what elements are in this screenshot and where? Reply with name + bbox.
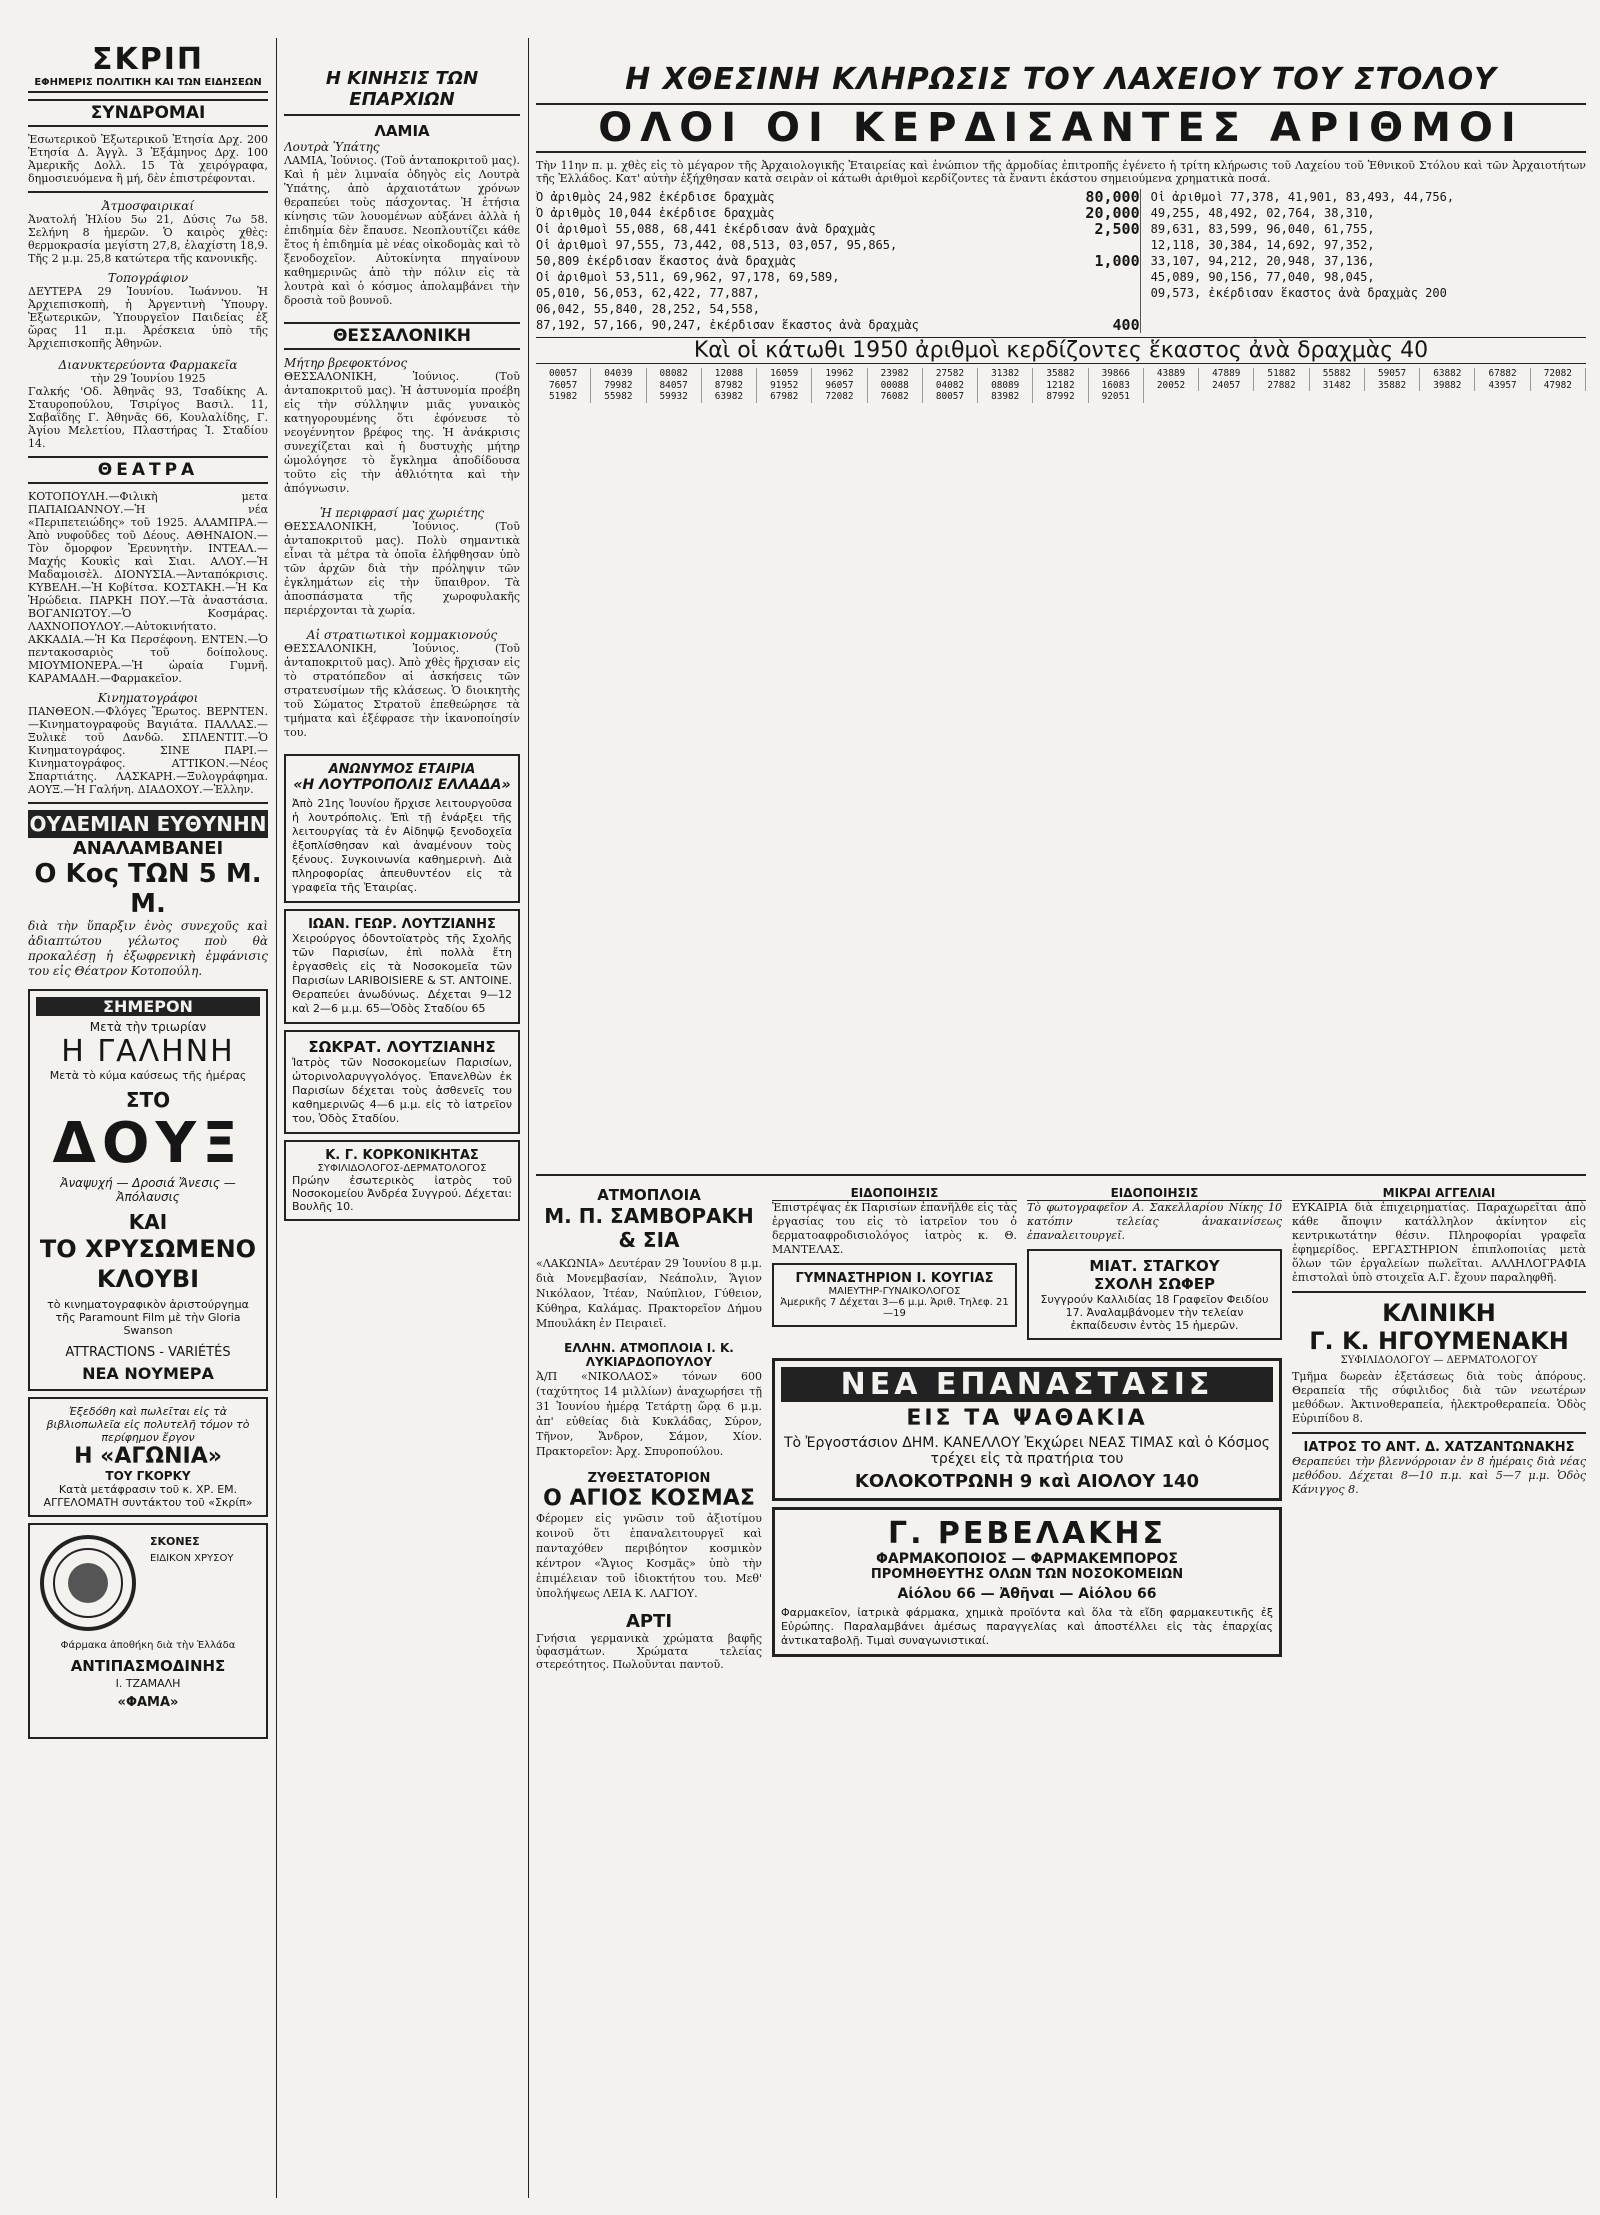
prize-row (536, 253, 1140, 269)
beer-name: Ο ΑΓΙΟΣ ΚΟΣΜΑΣ (543, 1486, 755, 1511)
winning-number: 00057 (536, 368, 591, 380)
gym-name: ΓΥΜΝΑΣΤΗΡΙΟΝ Ι. ΚΟΥΓΙΑΣ (795, 1271, 994, 1286)
winning-number: 04082 (923, 380, 978, 392)
provinces-column (284, 38, 520, 2198)
book-title: Η «ΑΓΩΝΙΑ» (74, 1444, 222, 1469)
prize-row-right: 49,255, 48,492, 02,764, 38,310, (1150, 206, 1375, 220)
gym-advert (772, 1263, 1017, 1327)
winning-number: 63982 (702, 391, 757, 403)
prize-label: 87,192, 57,166, 90,247, ἐκέρδισαν ἕκαστος ἀνὰ δραχμὰς (536, 318, 919, 332)
prize-row-right: 12,118, 30,384, 14,692, 97,352, (1150, 238, 1375, 252)
prize-label: Οἱ ἀριθμοὶ 55,088, 68,441 ἐκέρδισαν ἀνὰ δραχμὰς (536, 222, 876, 236)
show-with: Μετὰ τὴν τριωρίαν (89, 1020, 207, 1034)
pill-fama: «ΦΑΜΑ» (117, 1695, 179, 1710)
prize-label: 05,010, 56,053, 62,422, 77,887, (536, 286, 760, 300)
weather-heading: Ἀτμοσφαιρικαί (101, 199, 195, 213)
notice1-text: Ἐπιστρέψας ἐκ Παρισίων ἐπανῆλθε εἰς τὰς ἐργασίας του εἰς τὸ ἰατρεῖον του ὁ δερματοαφροδισιολόγος ἰατρὸς κ. Θ. ΜΑΝΤΕΛΑΣ. (772, 1201, 1017, 1256)
pharmacy-text: Γαλκής 'Οδ. Ἀθηνᾶς 93, Τσαδίκης Α. Σταυροπούλου, Τσιρίγος Βασιλ. 11, Σαβαΐδης Γ. Ἀθηνᾶς 66, Κουλαλίδης, Γ. Ἀγίου Μελετίου, Πλαστήρας Ἱ. Σταδίου 14. (28, 385, 268, 450)
show-attractions: ATTRACTIONS - VARIÉTÉS (65, 1345, 231, 1360)
lottery-title: Η ΧΘΕΣΙΝΗ ΚΛΗΡΩΣΙΣ ΤΟΥ ΛΑΧΕΙΟΥ ΤΟΥ ΣΤΟΛΟΥ (625, 62, 1497, 97)
prize-row (536, 285, 1140, 301)
clinic-text: Τμῆμα δωρεὰν ἐξετάσεως διὰ τοὺς ἀπόρους. Θεραπεία τῆς σύφιλιδος διὰ τῶν νεωτέρων μεθόδων. Ἀκτινοθεραπεία, ἠλεκτροθεραπεία. Ὁδὸς Εὐριπίδου 8. (1292, 1370, 1586, 1425)
winning-number: 76057 (536, 380, 591, 392)
show-at: ΣΤΟ (125, 1088, 171, 1112)
army-subheading: Αἱ στρατιωτικοὶ κομμακιονούς (306, 628, 498, 642)
provinces-heading: Η ΚΙΝΗΣΙΣ ΤΩΝ ΕΠΑΡΧΙΩΝ (284, 68, 520, 116)
pharmacy-advert (772, 1507, 1282, 1657)
winning-number: 55882 (1310, 368, 1365, 380)
middle-adverts (772, 1186, 1282, 2196)
winning-number: 12182 (1033, 380, 1088, 392)
ship-line2: ΕΛΛΗΝ. ΑΤΜΟΠΛΟΙΑ Ι. Κ. ΛΥΚΙΑΡΔΟΠΟΥΛΟΥ (564, 1341, 734, 1369)
prize-row (536, 221, 1140, 237)
prize-row (536, 301, 1140, 317)
winning-number: 43957 (1475, 380, 1530, 392)
doctor3-advert (284, 1140, 520, 1221)
winning-number: 80057 (923, 391, 978, 403)
column-rule (276, 38, 277, 2198)
company-heading: ΑΝΩΝΥΜΟΣ ΕΤΑΙΡΙΑ (328, 762, 476, 777)
winning-number: 19962 (812, 368, 867, 380)
ship-heading: ΑΤΜΟΠΛΟΙΑ (597, 1186, 701, 1204)
prize-block (536, 189, 1586, 333)
winning-number: 35882 (1365, 380, 1420, 392)
beer-text: Φέρομεν εἰς γνῶσιν τοῦ ἀξιοτίμου κοινοῦ ὅτι ἐπαναλειτουργεῖ καὶ πανταχόθεν περιβόητον κοσμικὸν κέντρον «Ἅγιος Κοσμᾶς» ὑπὸ τὴν ἐπιμέλειαν τοῦ ἰδιοκτήτου του. Μεθ' ὑπολήψεως ΛΕΙΑ Κ. ΛΑΓΙΟΥ. (536, 1512, 762, 1600)
pharmacy-address: Αἰόλου 66 — Ἀθῆναι — Αἰόλου 66 (897, 1586, 1157, 1602)
school-text: Συγγρούν Καλλιδίας 18 Γραφεῖον Φειδίου 17. Ἀναλαμβάνομεν τὴν τελείαν ἐκπαίδευσιν ἐντὸς 15 ἡμερῶν. (1040, 1293, 1269, 1332)
prize-row (536, 269, 1140, 285)
winning-number: 08089 (978, 380, 1033, 392)
school-name: ΜΙΑΤ. ΣΤΑΓΚΟΥ (1089, 1257, 1220, 1275)
show-today: ΣΗΜΕΡΟΝ (36, 997, 260, 1016)
prize-amount: 1,000 (1094, 252, 1140, 270)
column-rule (528, 38, 529, 2198)
kanellos-advert (772, 1358, 1282, 1501)
subscriptions-text: Ἐσωτερικοῦ Ἐξωτερικοῦ Ἐτησία Δρχ. 200 Ἐτησία Δ. Ἀγγλ. 3 Ἑξάμηνος Δρχ. 100 Ἀμερικῆς Δολλ. 15 Τὰ χειρόγραφα, δημοσιευόμενα ἢ μή, δὲν ἐπιστρέφονται. (28, 133, 268, 185)
gym-text: Ἀμερικῆς 7 Δέχεται 3—6 μ.μ. Ἀριθ. Τηλεφ. 21—19 (780, 1297, 1009, 1319)
war-text: ΘΕΣΣΑΛΟΝΙΚΗ, Ἰούνιος. (Τοῦ ἀνταποκριτοῦ μας). Πολὺ σημαντικὰ εἶναι τὰ μέτρα τὰ ὁποῖα ἐλήφθησαν ὑπὸ τῶν ἀρχῶν διὰ τὴν πρόληψιν τῶν ἐγκλημάτων εἰς τὴν ὕπαιθρον. Τὰ ἀποσπάσματα τῆς χωροφυλακῆς περιέρχονται τὰ χωρία. (284, 520, 520, 617)
gym-title: ΜΑΙΕΥΤΗΡ-ΓΥΝΑΙΚΟΛΟΓΟΣ (828, 1286, 961, 1297)
prize-list (536, 189, 1140, 333)
notice-heading: ΟΥΔΕΜΙΑΝ ΕΥΘΥΝΗΝ (29, 812, 267, 836)
winning-number: 83982 (978, 391, 1033, 403)
winning-number: 76082 (868, 391, 923, 403)
lottery-subheading: Καὶ οἱ κάτωθι 1950 ἀριθμοὶ κερδίζοντες ἕκαστος ἀνὰ δραχμὰς 40 (536, 337, 1586, 364)
book-text: Ἐξεδόθη καὶ πωλεῖται εἰς τὰ βιβλιοπωλεῖα εἰς πολυτελῆ τόμον τὸ περίφημον ἔργον (46, 1405, 250, 1444)
pill-brand: ΣΚΟΝΕΣ (150, 1535, 200, 1548)
theatre-text: ΚΟΤΟΠΟΥΛΗ.—Φιλικὴ μετα ΠΑΠΑΙΩΑΝΝΟΥ.—Ἡ νέα «Περιπετειώδης» τοῦ 1925. ΑΛΑΜΠΡΑ.—Ἀπὸ νυφοῦδες τοῦ Δέους. ΑΘΗΝΑΙΟΝ.—Τὸν ὄμορφον Ἐρευνητὴν. ΙΝΤΕΑΛ.—Μαχής Κουκὶς καὶ Σιαι. ΑΛΟΥ.—Ἡ Μαδαμοισὲλ. ΔΙΟΝΥΣΙΑ.—Ἀνταπόκρισις. ΚΥΒΕΛΗ.—Ἡ Κοβίτσα. ΚΟΣΤΑΚΗ.—Ἡ Κα Ἡρώδεια. ΠΑΡΚΗ ΠΟΥ.—Τὰ ἀναστάσια. ΒΟΓΑΝΙΩΤΟΥ.—Ὁ Κοσμάρας. ΛΑΧΝΟΠΟΥΛΟΥ.—Αὐτοκινήτατο. ΑΚΚΑΔΙΑ.—Ἡ Κα Περσέφονη. ΕΝΤΕΝ.—Ὁ πεντακοσαριὸς τοῦ δοίπολους. ΜΙΟΥΜΙΟΝΕΡΑ.—Ἡ ὡραία Γυμνῆ. ΚΑΡΑΜΑΔΗ.—Φαρμακεῖον. (28, 490, 268, 685)
doctor-name: ΙΑΤΡΟΣ ΤΟ ΑΝΤ. Δ. ΧΑΤΖΑΝΤΩΝΑΚΗΣ (1303, 1440, 1575, 1455)
winning-number: 87992 (1033, 391, 1088, 403)
winning-number: 47982 (1531, 380, 1586, 392)
show-after: Μετὰ τὸ κύμα καύσεως τῆς ἡμέρας (49, 1069, 247, 1082)
winning-number: 79982 (591, 380, 646, 392)
section-rule (536, 1174, 1586, 1176)
show-venue: ΔΟΥΞ (52, 1111, 244, 1176)
winning-number: 20052 (1144, 380, 1199, 392)
prize-row (536, 189, 1140, 205)
notice1-heading: ΕΙΔΟΠΟΙΗΣΙΣ (772, 1186, 1017, 1201)
winning-number: 91952 (757, 380, 812, 392)
book-advert (28, 1397, 268, 1517)
services-heading: Τοπογράφιον (107, 271, 189, 285)
clinic-heading: ΚΛΙΝΙΚΗ (1382, 1299, 1496, 1327)
prize-row (536, 237, 1140, 253)
winning-number: 23982 (868, 368, 923, 380)
prize-label: Ὁ ἀριθμὸς 24,982 ἐκέρδισε δραχμὰς (536, 190, 775, 204)
army-text: ΘΕΣΣΑΛΟΝΙΚΗ, Ἰούνιος. (Τοῦ ἀνταποκριτοῦ μας). Ἀπὸ χθὲς ἤρχισαν εἰς τὸ στρατόπεδον αἱ ἀσκήσεις τῶν στρατευσίμων τῆς κλάσεως. Ὁ διοικητὴς τοῦ Σώματος Στρατοῦ ἐπεθεώρησε τὰ τμήματα καὶ ἐξέφρασε τὴν ἱκανοποίησίν του. (284, 642, 520, 739)
prize-label: 50,809 ἐκέρδισαν ἕκαστος ἀνὰ δραχμὰς (536, 254, 797, 268)
prize-row-right: 45,089, 90,156, 77,040, 98,045, (1150, 270, 1375, 284)
right-adverts (1292, 1186, 1586, 2196)
war-subheading: Ἡ περιφρασί μας χωριέτης (319, 506, 485, 520)
small-ads-text: ΕΥΚΑΙΡΙΑ διὰ ἐπιχειρηματίας. Παραχωρεῖται ἀπὸ κάθε ἄποψιν κατάλληλον ἀκίνητον εἰς κεντρικωτάτην θέσιν. Πληροφορίαι γραφεῖα ἐφημερίδος. ΕΡΓΑΣΤΗΡΙΟΝ ἐπιπλοποιίας μετὰ ὅλων τῶν ἐργαλείων πωλεῖται. ΑΛΛΗΛΟΓΡΑΦΙΑ ἐπιστολαὶ ὑπὸ στοιχεῖα Α.Γ. ἔχουν παραληφθῆ. (1292, 1201, 1586, 1284)
winning-number: 67882 (1475, 368, 1530, 380)
ship-company: Μ. Π. ΣΑΜΒΟΡΑΚΗ & ΣΙΑ (544, 1204, 754, 1252)
winning-number: 16083 (1089, 380, 1144, 392)
kanellos-subheading: ΕΙΣ ΤΑ ΨΑΘΑΚΙΑ (906, 1406, 1148, 1431)
winning-number: 92051 (1089, 391, 1144, 403)
prize-list-right (1140, 189, 1586, 333)
winning-number: 24057 (1199, 380, 1254, 392)
company-name: «Η ΛΟΥΤΡΟΠΟΛΙΣ ΕΛΛΑΔΑ» (293, 777, 511, 793)
school-title: ΣΧΟΛΗ ΣΩΦΕΡ (1094, 1275, 1215, 1293)
winning-number: 67982 (757, 391, 812, 403)
newspaper-page (28, 38, 1588, 2198)
show-numbers: ΝΕΑ ΝΟΥΜΕΡΑ (82, 1364, 214, 1383)
notice-subheading: ΑΝΑΛΑΜΒΑΝΕΙ (72, 838, 224, 859)
winning-number: 43889 (1144, 368, 1199, 380)
prize-row (536, 205, 1140, 221)
prize-label: Οἱ ἀριθμοὶ 97,555, 73,442, 08,513, 03,057, 95,865, (536, 238, 898, 252)
show-film-description: τὸ κινηματογραφικὸν ἀριστούργημα τῆς Paramount Film μὲ τὴν Gloria Swanson (47, 1298, 249, 1337)
notice2-heading: ΕΙΔΟΠΟΙΗΣΙΣ (1027, 1186, 1282, 1201)
divider (28, 802, 268, 804)
beer-heading: ΖΥΘΕΣΤΑΤΟΡΙΟΝ (587, 1471, 711, 1486)
notice2-text: Τὸ φωτογραφεῖον Α. Σακελλαρίου Νίκης 10 κατόπιν τελείας ἀνακαινίσεως ἐπαναλειτουργεῖ. (1027, 1201, 1282, 1242)
lottery-banner: ΟΛΟΙ ΟΙ ΚΕΡΔΙΣΑΝΤΕΣ ΑΡΙΘΜΟΙ (536, 103, 1586, 153)
notice-name: Ο Κος ΤΩΝ 5 Μ. Μ. (34, 859, 262, 919)
winning-number: 59057 (1365, 368, 1420, 380)
doctor3-text: Πρώην ἐσωτερικὸς ἰατρὸς τοῦ Νοσοκομείου Ἀνδρέα Συγγρού. Δέχεται: Βουλῆς 10. (292, 1174, 512, 1213)
pharmacy-date: τὴν 29 Ἰουνίου 1925 (90, 372, 206, 385)
company-advert (284, 754, 520, 903)
thessaloniki-subheading: Μήτηρ βρεφοκτόνος (284, 356, 408, 370)
school-advert (1027, 1249, 1282, 1340)
pill-person: Ι. ΤΖΑΜΑΛΗ (115, 1677, 181, 1690)
pill-advert (28, 1523, 268, 1739)
winning-numbers-grid (536, 368, 1586, 403)
lottery-intro: Τὴν 11ην π. μ. χθὲς εἰς τὸ μέγαρον τῆς Ἀρχαιολογικῆς Ἑταιρείας καὶ ἐνώπιον τῆς ἁρμοδίας ἐπιτροπῆς ἐγένετο ἡ τρίτη κλήρωσις τοῦ Λαχείου τοῦ Ἐθνικοῦ Στόλου καὶ τῶν Ἀρχαιοτήτων τῆς Ἑλλάδος. Κατ' αὐτὴν ἐξήχθησαν κατὰ σειρὰν οἱ κάτωθι ἀριθμοὶ κερδίζοντες τὰ ἔναντι ἑκάστου σημειούμενα χρηματικὰ ποσά. (536, 159, 1586, 185)
prize-label: Ὁ ἀριθμὸς 10,044 ἐκέρδισε δραχμὰς (536, 206, 775, 220)
weather-text: Ἀνατολή Ἡλίου 5ω 21, Δύσις 7ω 58. Σελήνη 8 ἡμερῶν. Ὁ καιρὸς χθὲς: θερμοκρασία μεγίστη 27,8, ἐλαχίστη 18,9. Τῆς 2 μ.μ. 25,8 κατώτερα τῆς κανονικῆς. (28, 213, 268, 265)
show-and: ΚΑΙ (128, 1210, 168, 1234)
kanellos-text: Τὸ Ἐργοστάσιον ΔΗΜ. ΚΑΝΕΛΛΟΥ Ἐκχώρει ΝΕΑΣ ΤΙΜΑΣ καὶ ὁ Κόσμος τρέχει εἰς τὰ πρατήρια του (783, 1435, 1271, 1467)
prize-row-right: Οἱ ἀριθμοὶ 77,378, 41,901, 83,493, 44,756, (1150, 190, 1455, 204)
clinic-name: Γ. Κ. ΗΓΟΥΜΕΝΑΚΗ (1309, 1327, 1569, 1355)
winning-number: 00088 (868, 380, 923, 392)
winning-number: 12088 (702, 368, 757, 380)
pharmacy-subtitle: ΠΡΟΜΗΘΕΥΤΗΣ ΟΛΩΝ ΤΩΝ ΝΟΣΟΚΟΜΕΙΩΝ (870, 1567, 1184, 1582)
left-column (28, 38, 268, 2198)
services-text: ΔΕΥΤΕΡΑ 29 Ἰουνίου. Ἰωάννου. Ἡ Ἀρχιεπισκοπὴ, ἡ Ἀργεντινὴ Ὑπουργ. Ἐξωτερικῶν, Ὑπουργεῖον Παιδείας ἐξ ὥρας 11 π.μ. Ἀρέσκεια ὑπὸ τῆς Ἀρχιεπισκοπῆς Ἀθηνῶν. (28, 285, 268, 350)
theatre-heading: ΘΕΑΤΡΑ (28, 456, 268, 484)
prize-amount: 80,000 (1085, 188, 1140, 206)
lamia-subheading: Λουτρὰ Ὑπάτης (284, 140, 380, 154)
doctor1-text: Χειρούργος ὀδοντοϊατρὸς τῆς Σχολῆς τῶν Παρισίων, ἐπὶ πολλὰ ἔτη ἐργασθεὶς εἰς τὰ Νοσοκομεῖα τῶν Παρισίων LARIBOISIERE & ST. ANTOINE. Θεραπεύει ἀνωδύνως. Δέχεται 9—12 καὶ 2—6 μ.μ. 65—Ὁδὸς Σταδίου 65 (292, 932, 512, 1015)
pharmacy-heading: Διανυκτερεύοντα Φαρμακεῖα (58, 358, 238, 372)
cinema-text: ΠΑΝΘΕΟΝ.—Φλόγες Ἔρωτος. ΒΕΡΝΤΕΝ.—Κινηματογραφοῦς Βαγιάτα. ΠΑΛΛΑΣ.—Ξυλικὲ τοῦ Δανδῶ. ΣΠΛΕΝΤΙΤ.—Ὁ Κινηματογράφος. ΣΙΝΕ ΠΑΡΙ.—Κινηματογράφος. ΑΤΤΙΚΟΝ.—Νέος Σπαρτιάτης. ΛΑΣΚΑΡΗ.—Ξυλογράφημα. ΑΟΥΞ.—Ἡ Γαλήνη. ΔΙΑΔΟΧΟΥ.—Ἐλλην. (28, 705, 268, 796)
kanellos-address: ΚΟΛΟΚΟΤΡΩΝΗ 9 καὶ ΑΙΟΛΟΥ 140 (854, 1471, 1200, 1492)
thessaloniki-heading: ΘΕΣΣΑΛΟΝΙΚΗ (284, 322, 520, 350)
show-title: Η ΓΑΛΗΝΗ (61, 1034, 235, 1069)
prize-amount: 400 (1112, 316, 1140, 334)
pharmacy-text: Φαρμακεῖον, ἰατρικὰ φάρμακα, χημικὰ προϊόντα καὶ ὅλα τὰ εἴδη φαρμακευτικῆς ἐξ Εὐρώπης. Παραλαμβάνει ἀμέσως παραγγελίας καὶ ἀποστέλλει εἰς τὰς ἐπαρχίας ἀντικαταβολῇ. Τιμαὶ συναγωνιστικαί. (781, 1606, 1273, 1647)
prize-amount: 2,500 (1094, 220, 1140, 238)
show-description: Ἀναψυχή — Δροσιά Ἄνεσις — Ἀπόλαυσις (60, 1176, 236, 1204)
divider (1292, 1432, 1586, 1434)
divider (1292, 1291, 1586, 1293)
winning-number: 08082 (647, 368, 702, 380)
cinema-heading: Κινηματογράφοι (97, 691, 199, 705)
show-advert (28, 989, 268, 1391)
masthead-title: ΣΚΡΙΠ (92, 42, 204, 77)
prize-row-right: 09,573, ἐκέρδισαν ἕκαστος ἀνὰ δραχμὰς 200 (1150, 286, 1447, 300)
pharmacy-title: ΦΑΡΜΑΚΟΠΟΙΟΣ — ΦΑΡΜΑΚΕΜΠΟΡΟΣ (875, 1551, 1178, 1567)
book-translator: Κατὰ μετάφρασιν τοῦ κ. ΧΡ. ΕΜ. ΑΓΓΕΛΟΜΑΤΗ συντάκτου τοῦ «Σκρίπ» (43, 1483, 253, 1509)
winning-number: 39882 (1420, 380, 1475, 392)
doctor2-text: Ἰατρὸς τῶν Νοσοκομείων Παρισίων, ὠτορινολαρυγγολόγος. Ἐπανελθὼν ἐκ Παρισίων δέχεται τοὺς ἀσθενεῖς του καθημερινῶς 4—6 μ.μ. εἰς τὸ ἰατρεῖον του, Ὁδὸς Σταδίου. (292, 1056, 512, 1125)
doctor3-name: Κ. Γ. ΚΟΡΚΟΝΙΚΗΤΑΣ (325, 1148, 479, 1163)
winning-number: 47889 (1199, 368, 1254, 380)
clinic-title: ΣΥΦΙΛΙΔΟΛΟΓΟΥ — ΔΕΡΜΑΤΟΛΟΓΟΥ (1340, 1355, 1538, 1366)
notice1 (772, 1186, 1017, 1346)
winning-number: 39866 (1089, 368, 1144, 380)
lottery-section (536, 38, 1586, 1168)
pharmacy-name: Γ. ΡΕΒΕΛΑΚΗΣ (887, 1516, 1167, 1551)
top-notices (772, 1186, 1282, 1346)
winning-number: 31382 (978, 368, 1033, 380)
doctor2-advert (284, 1030, 520, 1134)
ship-column (536, 1186, 762, 2196)
winning-number: 31482 (1310, 380, 1365, 392)
company-text: Ἀπὸ 21ης Ἰουνίου ἤρχισε λειτουργοῦσα ἡ λουτρόπολις. Ἐπὶ τῇ ἐνάρξει τῆς λειτουργίας τὰ ἐν Αἰδηψῷ ξενοδοχεῖα ἐξοπλίσθησαν καὶ ἀναμένουν τοὺς ξένους. Συγκοινωνία καθημερινὴ. Διὰ πληροφορίας ἀπευθυντέον εἰς τὰ γραφεῖα τῆς Ἑταιρίας. (292, 797, 512, 894)
winning-number: 16059 (757, 368, 812, 380)
kanellos-heading: ΝΕΑ ΕΠΑΝΑΣΤΑΣΙΣ (781, 1367, 1273, 1402)
winning-number: 51982 (536, 391, 591, 403)
book-author: ΤΟΥ ΓΚΟΡΚΥ (105, 1469, 191, 1483)
pill-text: Φάρμακα ἀποθήκη διὰ τὴν Ἑλλάδα (60, 1640, 236, 1651)
pill-tin-icon (38, 1533, 138, 1633)
prize-row-right: 89,631, 83,599, 96,040, 61,755, (1150, 222, 1375, 236)
pill-name: ΑΝΤΙΠΑΣΜΟΔΙΝΗΣ (70, 1657, 226, 1675)
winning-number: 72082 (1531, 368, 1586, 380)
small-ads-heading: ΜΙΚΡΑΙ ΑΓΓΕΛΙΑΙ (1292, 1186, 1586, 1201)
prize-row (536, 317, 1140, 333)
winning-number: 35882 (1033, 368, 1088, 380)
prize-amount: 20,000 (1085, 204, 1140, 222)
notice2 (1027, 1186, 1282, 1346)
show-film: ΤΟ ΧΡΥΣΩΜΕΝΟ ΚΛΟΥΒΙ (39, 1235, 257, 1293)
arti-heading: ΑΡΤΙ (625, 1611, 673, 1632)
winning-number: 04039 (591, 368, 646, 380)
prize-row-right: 33,107, 94,212, 20,948, 37,136, (1150, 254, 1375, 268)
ship-schedule: «ΛΑΚΩΝΙΑ» Δευτέραν 29 Ἰουνίου 8 μ.μ. διὰ Μονεμβασίαν, Νεάπολιν, Ἅγιον Νικόλαον, Ἰτέαν, Ναύπλιον, Γύθειον, Κύθηρα, Καλάμας. Πρακτορεῖον Δήμου Μπουλάκη ἐν Πειραιεῖ. (536, 1257, 762, 1330)
lamia-text: ΛΑΜΙΑ, Ἰούνιος. (Τοῦ ἀνταποκριτοῦ μας). Καὶ ἡ μὲν λιμναία ὁδηγὸς εἰς Λουτρὰ Ὑπάτης, ἀπὸ ἀρχαιοτάτων χρόνων θεραπεύει τοὺς πάσχοντας. Ἡ ἐτήσια κίνησις τῶν λουομένων αὐξάνει ἀλλὰ ἡ ἐπιδημία δὲν ἔπαυσε. Νεοπλουτίζει κάθε ἔτος ἡ ἐπιδημία μὲ νέας οἰκοδομὰς καὶ τὸ ξενοδοχεῖον. Αὐτοκίνητα πηγαίνουν καθημερινῶς ἀπὸ τὴν πόλιν εἰς τὰ λουτρὰ καὶ ὁ κόσμος ἀπολαμβάνει τὴν δροσιὰ τοῦ βουνοῦ. (284, 154, 520, 307)
masthead-subtitle: ΕΦΗΜΕΡΙΣ ΠΟΛΙΤΙΚΗ ΚΑΙ ΤΩΝ ΕΙΔΗΣΕΩΝ (28, 77, 268, 93)
ship-schedule2: Ἀ/Π «ΝΙΚΟΛΑΟΣ» τόνων 600 (ταχύτητος 14 μιλλίων) ἀναχωρήσει τῇ 31 Ἰουνίου ἡμέρᾳ Τετάρτῃ ὥρᾳ 6 μ.μ. ἀπ' εὐθείας διὰ Κυκλάδας, Σύρον, Τῆνον, Ἄνδρον, Σάμον, Χίον. Πρακτορεῖον: Ἀρχ. Σπυροπούλου. (536, 1370, 762, 1458)
doctor2-name: ΣΩΚΡΑΤ. ΛΟΥΤΖΙΑΝΗΣ (308, 1038, 496, 1056)
arti-text: Γνήσια γερμανικὰ χρώματα βαφῆς ὑφασμάτων. Χρώματα τελείας στερεότητος. Πωλοῦνται παντοῦ. (536, 1632, 762, 1671)
pill-label: ΕΙΔΙΚΟΝ ΧΡΥΣΟΥ (150, 1553, 234, 1564)
lamia-heading: ΛΑΜΙΑ (374, 122, 430, 140)
winning-number: 72082 (812, 391, 867, 403)
winning-number: 27882 (1254, 380, 1309, 392)
doctor1-name: ΙΩΑΝ. ΓΕΩΡ. ΛΟΥΤΖΙΑΝΗΣ (308, 917, 496, 932)
divider (28, 191, 268, 193)
prize-label: 06,042, 55,840, 28,252, 54,558, (536, 302, 760, 316)
doctor1-advert (284, 909, 520, 1024)
winning-number: 96057 (812, 380, 867, 392)
winning-number: 59932 (647, 391, 702, 403)
doctor3-title: ΣΥΦΙΛΙΔΟΛΟΓΟΣ-ΔΕΡΜΑΤΟΛΟΓΟΣ (317, 1163, 487, 1174)
winning-number: 87982 (702, 380, 757, 392)
notice-text: διὰ τὴν ὕπαρξιν ἑνὸς συνεχοῦς καὶ ἀδιαπτώτου γέλωτος ποὺ θὰ προκαλέσῃ ἡ ἐξωφρενικὴ ἐμφάνισις του εἰς Θέατρον Κοτοπούλη. (28, 919, 268, 978)
winning-number: 84057 (647, 380, 702, 392)
prize-label: Οἱ ἀριθμοὶ 53,511, 69,962, 97,178, 69,589, (536, 270, 840, 284)
winning-number: 51882 (1254, 368, 1309, 380)
winning-number: 63882 (1420, 368, 1475, 380)
subscriptions-heading: ΣΥΝΔΡΟΜΑΙ (28, 99, 268, 127)
thessaloniki-text: ΘΕΣΣΑΛΟΝΙΚΗ, Ἰούνιος. (Τοῦ ἀνταποκριτοῦ μας). Ἡ ἀστυνομία προέβη εἰς τὴν σύλληψιν μιᾶς γυναικὸς κατηγορουμένης ὅτι ἐφόνευσε τὸ νεογέννητον βρέφος της. Ἡ ἀνάκρισις συνεχίζεται καὶ ἡ δυστυχὴς μήτηρ ὡμολόγησε τὸ ἔγκλημα ἀποδίδουσα τοῦτο εἰς τὴν ἀθλιότητα καὶ τὴν ἀπόγνωσιν. (284, 370, 520, 495)
winning-number: 27582 (923, 368, 978, 380)
doctor-text: Θεραπεύει τὴν βλεννόρροιαν ἐν 8 ἡμέραις διὰ νέας μεθόδου. Δέχεται 8—10 π.μ. καὶ 5—7 μ.μ. Ὁδὸς Κάνιγγος 8. (1292, 1455, 1586, 1496)
winning-number: 55982 (591, 391, 646, 403)
